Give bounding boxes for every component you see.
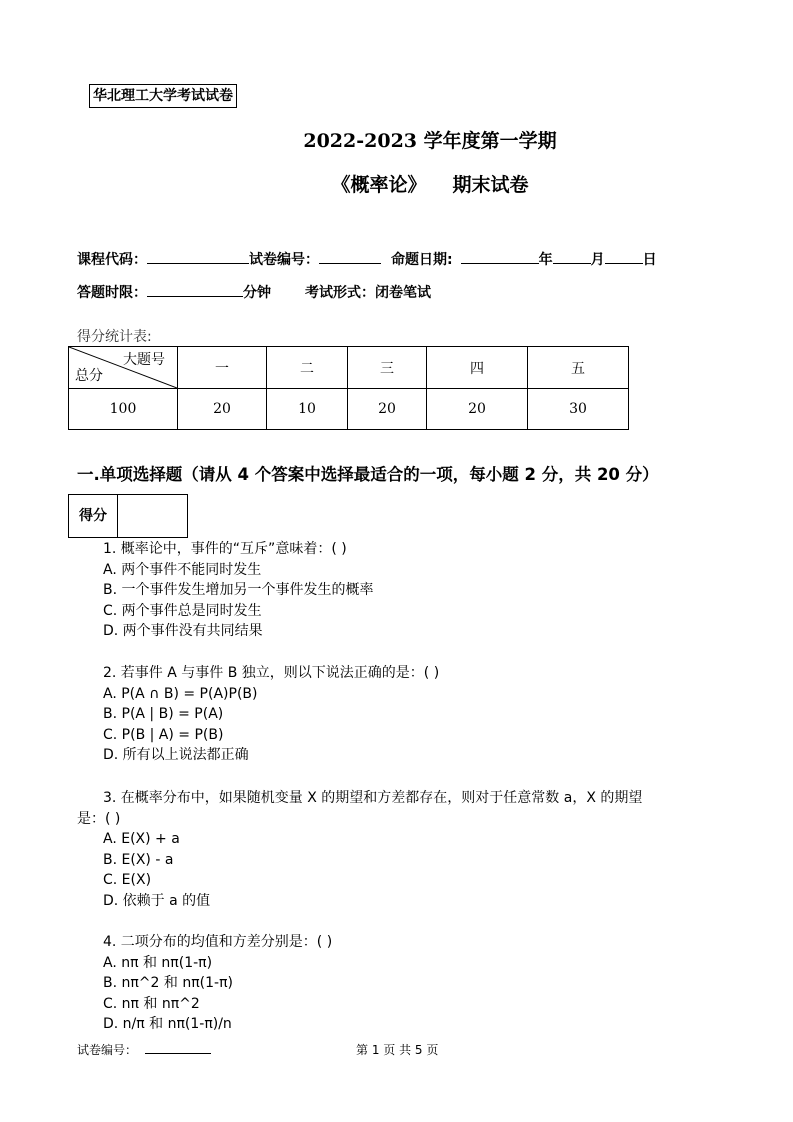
footer-paper-no [77, 1041, 211, 1058]
day-label: 日 [642, 252, 657, 268]
exam-form-value: 闭卷笔试 [375, 285, 431, 301]
question-stem: 2. 若事件 A 与事件 B 独立，则以下说法正确的是：( ) [103, 665, 440, 681]
course-name: 《概率论》 [331, 174, 427, 196]
score-table-caption: 得分统计表: [77, 329, 152, 345]
score-header-3: 三 [348, 347, 427, 389]
option-b[interactable]: B. P(A | B) = P(A) [103, 706, 224, 723]
score-value-5: 30 [528, 389, 629, 430]
score-value-3: 20 [348, 389, 427, 430]
paper-no-label: 试卷编号： [249, 252, 319, 268]
option-b[interactable]: B. nπ^2 和 nπ(1-π) [103, 975, 233, 992]
score-header-5: 五 [528, 347, 629, 389]
corner-bottom-label: 总分 [75, 368, 103, 384]
corner-top-label: 大题号 [123, 352, 165, 368]
score-box [68, 494, 188, 538]
info-row-2 [77, 282, 431, 302]
time-limit-field[interactable] [147, 282, 243, 297]
time-limit-label: 答题时限： [77, 285, 147, 301]
score-header-2: 二 [267, 347, 348, 389]
option-a[interactable]: A. P(A ∩ B) = P(A)P(B) [103, 685, 258, 702]
course-code-field[interactable] [147, 249, 249, 264]
score-header-4: 四 [427, 347, 528, 389]
option-a[interactable]: A. E(X) + a [103, 831, 180, 848]
footer-paper-no-label: 试卷编号： [77, 1043, 138, 1057]
score-value-2: 10 [267, 389, 348, 430]
date-label: 命题日期: [391, 252, 453, 268]
course-code-label: 课程代码： [77, 252, 147, 268]
option-d[interactable]: D. n/π 和 nπ(1-π)/n [103, 1016, 232, 1033]
option-d[interactable]: D. 两个事件没有共同结果 [103, 623, 263, 640]
minutes-label: 分钟 [243, 285, 271, 301]
score-table [68, 346, 629, 430]
option-d[interactable]: D. 依赖于 a 的值 [103, 892, 211, 909]
day-field[interactable] [605, 249, 643, 264]
question-3 [77, 788, 727, 912]
option-a[interactable]: A. nπ 和 nπ(1-π) [103, 954, 213, 971]
year-field[interactable] [461, 249, 539, 264]
question-stem: 4. 二项分布的均值和方差分别是：( ) [103, 934, 333, 950]
option-c[interactable]: C. 两个事件总是同时发生 [103, 602, 262, 619]
footer-paper-no-field[interactable] [145, 1042, 211, 1054]
score-value-1: 20 [178, 389, 267, 430]
footer-page-info: 第 1 页 共 5 页 [356, 1043, 439, 1057]
info-row-1 [77, 249, 657, 269]
question-4 [77, 932, 727, 1035]
exam-form-label: 考试形式： [305, 285, 375, 301]
exam-title [0, 170, 793, 197]
question-stem-continued: 是：( ) [77, 810, 121, 827]
option-a[interactable]: A. 两个事件不能同时发生 [103, 561, 262, 578]
option-c[interactable]: C. nπ 和 nπ^2 [103, 995, 200, 1012]
option-c[interactable]: C. E(X) [103, 872, 152, 889]
question-1 [77, 539, 727, 642]
score-total: 100 [69, 389, 178, 430]
exam-term: 2022-2023 学年度第一学期 [303, 130, 557, 152]
month-field[interactable] [553, 249, 591, 264]
option-d[interactable]: D. 所有以上说法都正确 [103, 747, 249, 764]
school-label: 华北理工大学考试试卷 [89, 84, 237, 108]
section-title: 一.单项选择题（请从 4 个答案中选择最适合的一项，每小题 2 分，共 20 分） [77, 465, 659, 484]
question-stem: 1. 概率论中，事件的“互斥”意味着：( ) [103, 541, 347, 557]
score-header-1: 一 [178, 347, 267, 389]
exam-type: 期末试卷 [452, 174, 529, 196]
score-value-4: 20 [427, 389, 528, 430]
option-c[interactable]: C. P(B | A) = P(B) [103, 726, 224, 743]
score-table-corner [69, 347, 178, 389]
option-b[interactable]: B. E(X) - a [103, 851, 174, 868]
score-box-label: 得分 [69, 495, 118, 537]
paper-no-field[interactable] [319, 249, 381, 264]
year-label: 年 [538, 252, 553, 268]
month-label: 月 [590, 252, 605, 268]
question-2 [77, 663, 727, 766]
question-stem: 3. 在概率分布中，如果随机变量 X 的期望和方差都存在，则对于任意常数 a，X 的期望 [103, 790, 643, 806]
option-b[interactable]: B. 一个事件发生增加另一个事件发生的概率 [103, 582, 374, 599]
